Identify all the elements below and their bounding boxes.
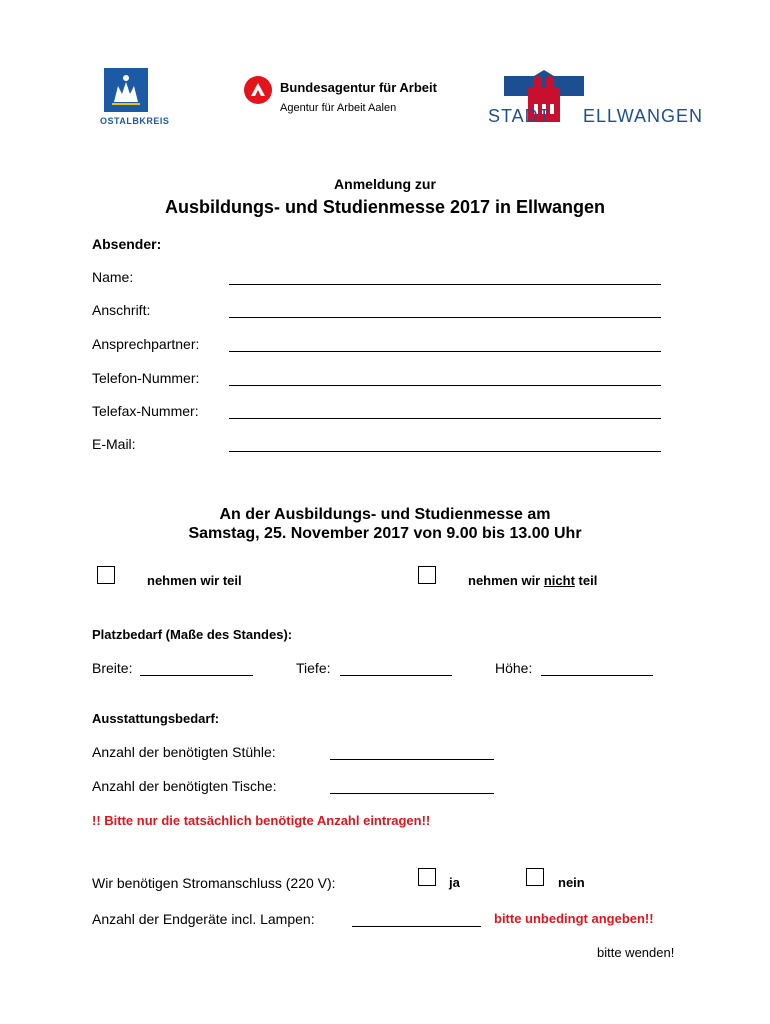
- participate-yes-checkbox[interactable]: [97, 566, 115, 584]
- devices-label: Anzahl der Endgeräte incl. Lampen:: [92, 911, 315, 927]
- ellwangen-wordmark-left: STADT: [488, 106, 551, 126]
- participate-yes-label: nehmen wir teil: [147, 573, 242, 588]
- form-title-line2: Ausbildungs- und Studienmesse 2017 in Ellwangen: [164, 197, 606, 217]
- devices-note: bitte unbedingt angeben!!: [494, 911, 654, 926]
- event-line2: Samstag, 25. November 2017 von 9.00 bis 13.00 Uhr: [188, 525, 582, 542]
- fax-field[interactable]: [229, 418, 661, 419]
- chairs-label: Anzahl der benötigten Stühle:: [92, 744, 276, 760]
- name-label: Name:: [92, 269, 134, 285]
- phone-label: Telefon-Nummer:: [92, 370, 200, 386]
- depth-field[interactable]: [340, 675, 452, 676]
- stadt-ellwangen-logo: [488, 70, 708, 130]
- participate-no-checkbox[interactable]: [418, 566, 436, 584]
- email-field[interactable]: [229, 451, 661, 452]
- tables-field[interactable]: [330, 793, 494, 794]
- ostalbkreis-emblem-icon: [104, 68, 148, 112]
- event-line1: An der Ausbildungs- und Studienmesse am: [219, 506, 551, 523]
- depth-label: Tiefe:: [296, 660, 331, 676]
- fax-label: Telefax-Nummer:: [92, 403, 199, 419]
- chairs-field[interactable]: [330, 759, 494, 760]
- contact-person-field[interactable]: [229, 351, 661, 352]
- space-heading: Platzbedarf (Maße des Standes):: [92, 627, 293, 642]
- email-label: E-Mail:: [92, 436, 136, 452]
- ostalbkreis-wordmark: OSTALBKREIS: [100, 116, 170, 126]
- devices-field[interactable]: [352, 926, 481, 927]
- height-label: Höhe:: [495, 660, 533, 676]
- bundesagentur-a-icon: [244, 76, 272, 104]
- contact-person-label: Ansprechpartner:: [92, 336, 200, 352]
- power-yes-label: ja: [449, 875, 460, 890]
- width-field[interactable]: [140, 675, 253, 676]
- turn-page-note: bitte wenden!: [597, 945, 675, 960]
- ostalbkreis-logo: [100, 68, 170, 130]
- address-field[interactable]: [229, 317, 661, 318]
- tables-label: Anzahl der benötigten Tische:: [92, 778, 277, 794]
- power-no-checkbox[interactable]: [526, 868, 544, 886]
- width-label: Breite:: [92, 660, 133, 676]
- power-yes-checkbox[interactable]: [418, 868, 436, 886]
- bundesagentur-subtitle: Agentur für Arbeit Aalen: [280, 102, 397, 114]
- phone-field[interactable]: [229, 385, 661, 386]
- not-emphasis: nicht: [543, 573, 575, 588]
- form-title-line1: Anmeldung zur: [334, 176, 436, 192]
- name-field[interactable]: [229, 284, 661, 285]
- power-label: Wir benötigen Stromanschluss (220 V):: [92, 875, 336, 891]
- power-no-label: nein: [558, 875, 585, 890]
- equipment-heading: Ausstattungsbedarf:: [92, 711, 220, 726]
- address-label: Anschrift:: [92, 302, 151, 318]
- height-field[interactable]: [541, 675, 653, 676]
- ellwangen-wordmark-right: ELLWANGEN: [583, 106, 704, 126]
- bundesagentur-title: Bundesagentur für Arbeit: [280, 80, 437, 95]
- quantity-warning: !! Bitte nur die tatsächlich benötigte Anzahl eintragen!!: [92, 813, 431, 828]
- participate-no-label: nehmen wir nicht teil: [468, 573, 598, 588]
- sender-heading: Absender:: [92, 236, 162, 252]
